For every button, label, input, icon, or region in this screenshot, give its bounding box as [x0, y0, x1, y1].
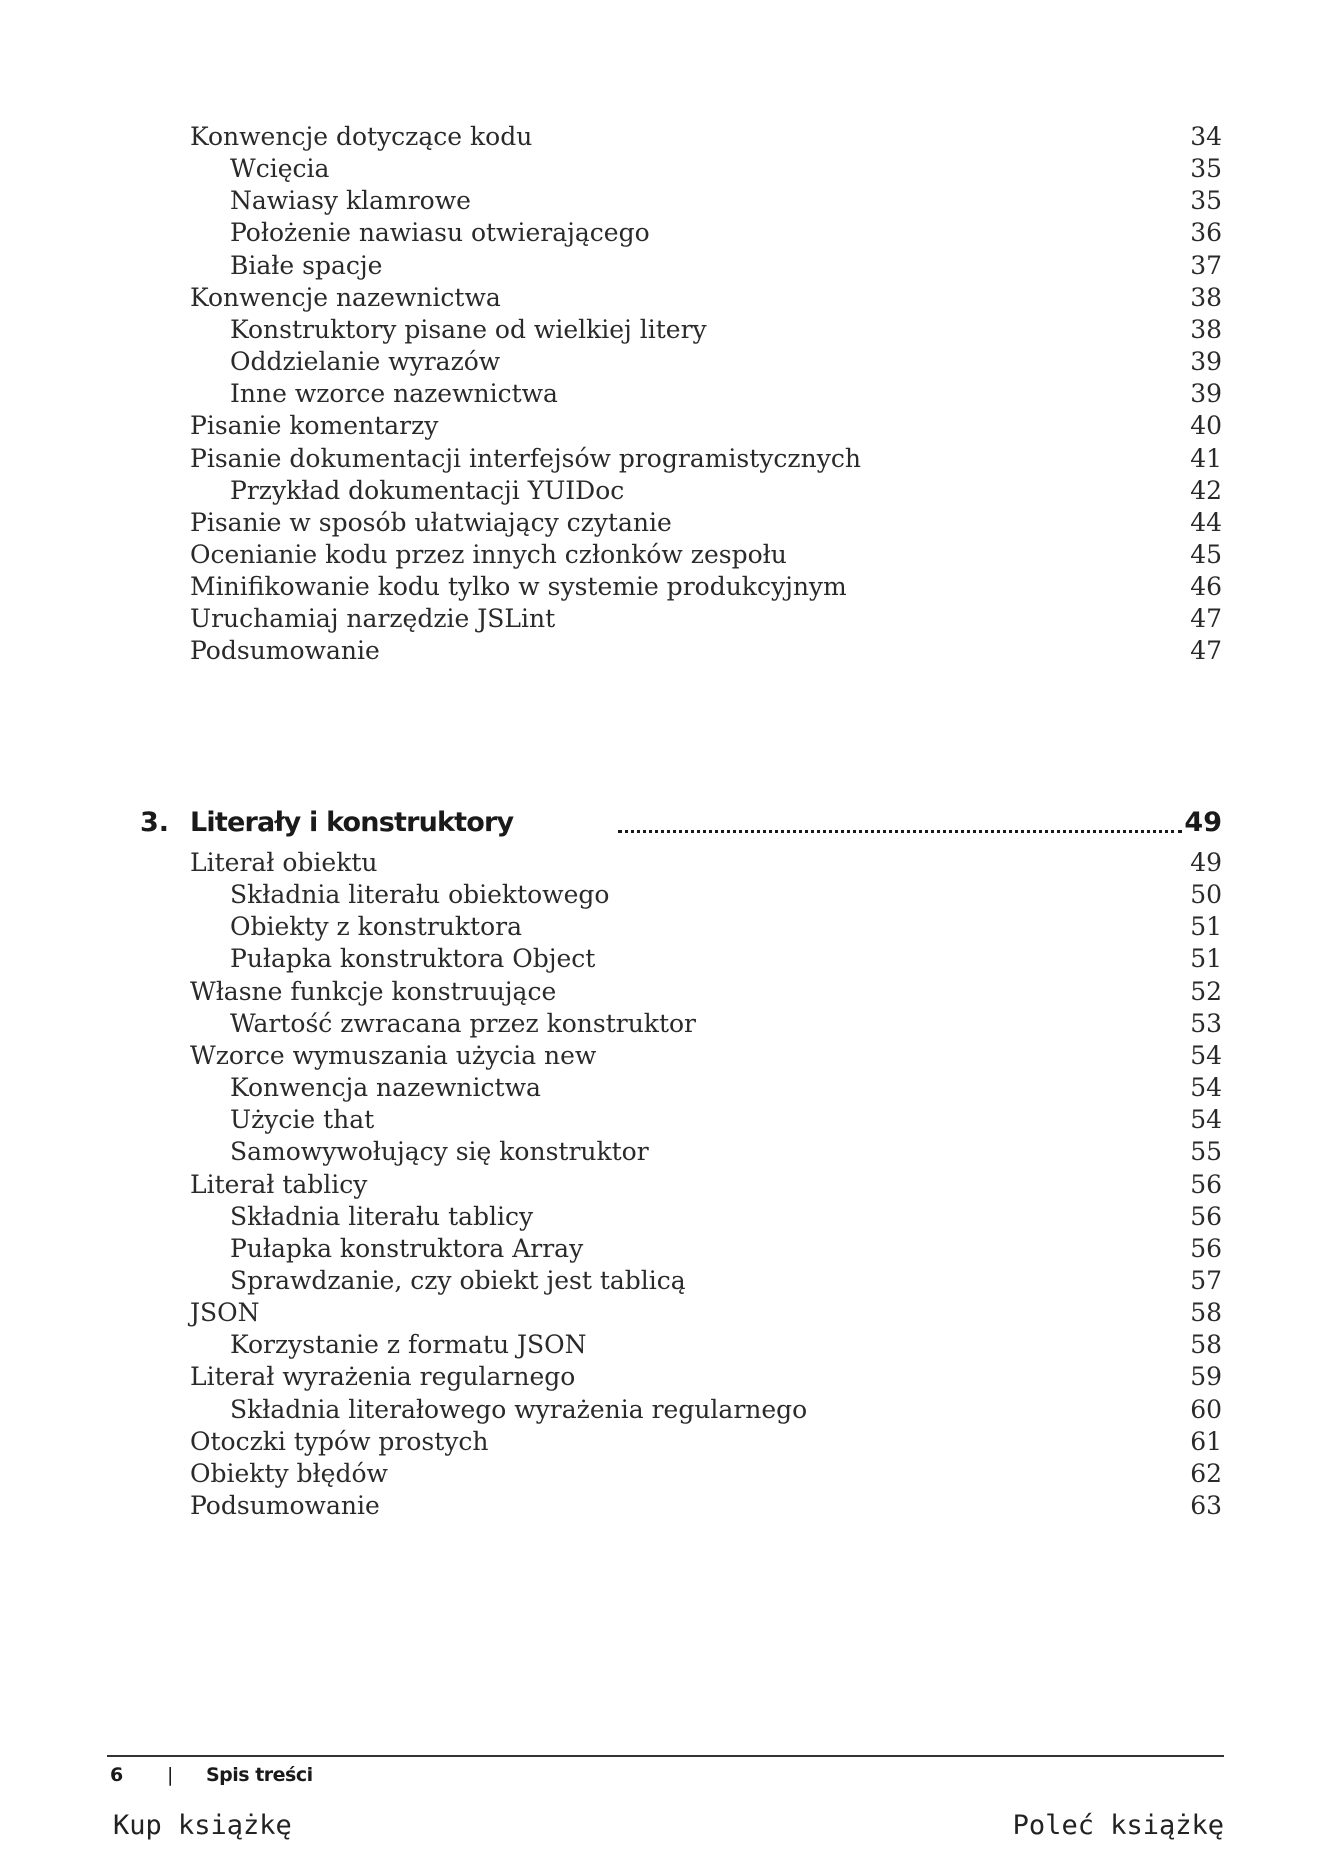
toc-entry-page: 47: [1190, 636, 1222, 666]
toc-entry-title: Konstruktory pisane od wielkiej litery: [230, 314, 707, 344]
buy-book-link[interactable]: Kup książkę: [113, 1810, 292, 1841]
toc-entry-title: Korzystanie z formatu JSON: [230, 1330, 587, 1360]
toc-entry-page: 46: [1190, 572, 1222, 602]
toc-entry-page: 50: [1190, 880, 1222, 910]
toc-entry-page: 42: [1190, 475, 1222, 505]
toc-entry-page: 41: [1190, 443, 1222, 473]
toc-entry-title: Samowywołujący się konstruktor: [230, 1137, 649, 1167]
toc-entry-page: 57: [1190, 1265, 1222, 1295]
toc-entry: [190, 632, 1222, 670]
toc-entry-title: Konwencje dotyczące kodu: [190, 122, 533, 151]
dot-leader: [618, 830, 1182, 833]
toc-entry-page: 38: [1190, 282, 1222, 312]
chapter-page: 49: [1184, 807, 1222, 838]
toc-entry-page: 55: [1190, 1137, 1222, 1167]
toc-entry-page: 54: [1190, 1073, 1222, 1103]
toc-entry-page: 35: [1190, 186, 1222, 216]
toc-entry-title: Położenie nawiasu otwierającego: [230, 218, 650, 248]
toc-entry-title: Konwencje nazewnictwa: [190, 282, 501, 312]
toc-entry-page: 40: [1190, 411, 1222, 441]
toc-entry-page: 62: [1190, 1458, 1222, 1488]
toc-entry-title: Pisanie w sposób ułatwiający czytanie: [190, 507, 672, 537]
toc-entry-title: Składnia literału tablicy: [230, 1201, 534, 1231]
toc-entry-page: 58: [1190, 1298, 1222, 1328]
toc-entry-title: Konwencja nazewnictwa: [230, 1073, 541, 1103]
toc-entry-page: 45: [1190, 539, 1222, 569]
toc-entry-page: 35: [1190, 154, 1222, 184]
footer-separator: |: [167, 1764, 174, 1786]
toc-entry-page: 44: [1190, 507, 1222, 537]
toc-entry-title: Pisanie komentarzy: [190, 411, 439, 441]
toc-entry-title: Pułapka konstruktora Array: [230, 1233, 584, 1263]
toc-entry-page: 39: [1190, 379, 1222, 409]
toc-entry-title: Literał obiektu: [190, 848, 378, 877]
toc-entry-title: Wzorce wymuszania użycia new: [190, 1040, 597, 1070]
toc-entry-page: 56: [1190, 1233, 1222, 1263]
toc-entry-title: Pisanie dokumentacji interfejsów programistycznych: [190, 443, 861, 473]
toc-entry-page: 53: [1190, 1008, 1222, 1038]
recommend-book-link[interactable]: Poleć książkę: [1012, 1810, 1224, 1841]
toc-entry-page: 61: [1190, 1426, 1222, 1456]
toc-entry-page: 60: [1190, 1394, 1222, 1424]
toc-entry-title: Minifikowanie kodu tylko w systemie produkcyjnym: [190, 572, 847, 602]
footer-page-number: 6: [110, 1764, 124, 1786]
toc-entry-page: 51: [1190, 944, 1222, 974]
toc-entry-title: Przykład dokumentacji YUIDoc: [230, 475, 625, 505]
toc-entry-page: 56: [1190, 1201, 1222, 1231]
toc-entry-title: Wartość zwracana przez konstruktor: [230, 1008, 697, 1038]
toc-entry-title: Podsumowanie: [190, 636, 380, 666]
toc-entry-title: Składnia literałowego wyrażenia regularnego: [230, 1394, 808, 1424]
toc-entry-title: Białe spacje: [230, 250, 383, 280]
toc-entry-page: 54: [1190, 1105, 1222, 1135]
toc-entry-title: Obiekty błędów: [190, 1458, 388, 1488]
toc-entry-title: JSON: [190, 1298, 260, 1328]
toc-entry-title: Inne wzorce nazewnictwa: [230, 379, 558, 409]
toc-entry: [190, 1487, 1222, 1525]
toc-entry-title: Wcięcia: [230, 154, 330, 184]
toc-entry-page: 49: [1190, 848, 1222, 877]
toc-entry-title: Ocenianie kodu przez innych członków zespołu: [190, 539, 787, 569]
footer-rule: [107, 1755, 1224, 1757]
toc-entry-title: Sprawdzanie, czy obiekt jest tablicą: [230, 1265, 686, 1295]
toc-entry-title: Podsumowanie: [190, 1491, 380, 1520]
toc-entry-title: Użycie that: [230, 1105, 375, 1135]
toc-entry-title: Pułapka konstruktora Object: [230, 944, 596, 974]
toc-entry-page: 63: [1190, 1491, 1222, 1520]
toc-entry-page: 56: [1190, 1169, 1222, 1199]
toc-entry-title: Literał wyrażenia regularnego: [190, 1362, 576, 1392]
toc-entry-page: 36: [1190, 218, 1222, 248]
toc-entry-page: 58: [1190, 1330, 1222, 1360]
toc-entry-title: Własne funkcje konstruujące: [190, 976, 557, 1006]
toc-entry-page: 54: [1190, 1040, 1222, 1070]
toc-entry-title: Uruchamiaj narzędzie JSLint: [190, 604, 556, 634]
toc-entry-page: 38: [1190, 314, 1222, 344]
chapter-number: 3.: [140, 807, 170, 838]
toc-entry-page: 37: [1190, 250, 1222, 280]
toc-entry-title: Nawiasy klamrowe: [230, 186, 471, 216]
footer-section-title: Spis treści: [206, 1764, 313, 1786]
toc-entry-title: Otoczki typów prostych: [190, 1426, 489, 1456]
chapter-title: Literały i konstruktory: [190, 807, 514, 838]
toc-entry-page: 34: [1190, 122, 1222, 151]
toc-entry-page: 51: [1190, 912, 1222, 942]
toc-entry-title: Obiekty z konstruktora: [230, 912, 523, 942]
toc-entry-title: Oddzielanie wyrazów: [230, 347, 501, 377]
toc-entry-title: Literał tablicy: [190, 1169, 368, 1199]
toc-entry-page: 52: [1190, 976, 1222, 1006]
toc-entry-page: 39: [1190, 347, 1222, 377]
toc-entry-page: 59: [1190, 1362, 1222, 1392]
toc-entry-title: Składnia literału obiektowego: [230, 880, 610, 910]
toc-entry-page: 47: [1190, 604, 1222, 634]
chapter-heading: [140, 801, 1222, 845]
